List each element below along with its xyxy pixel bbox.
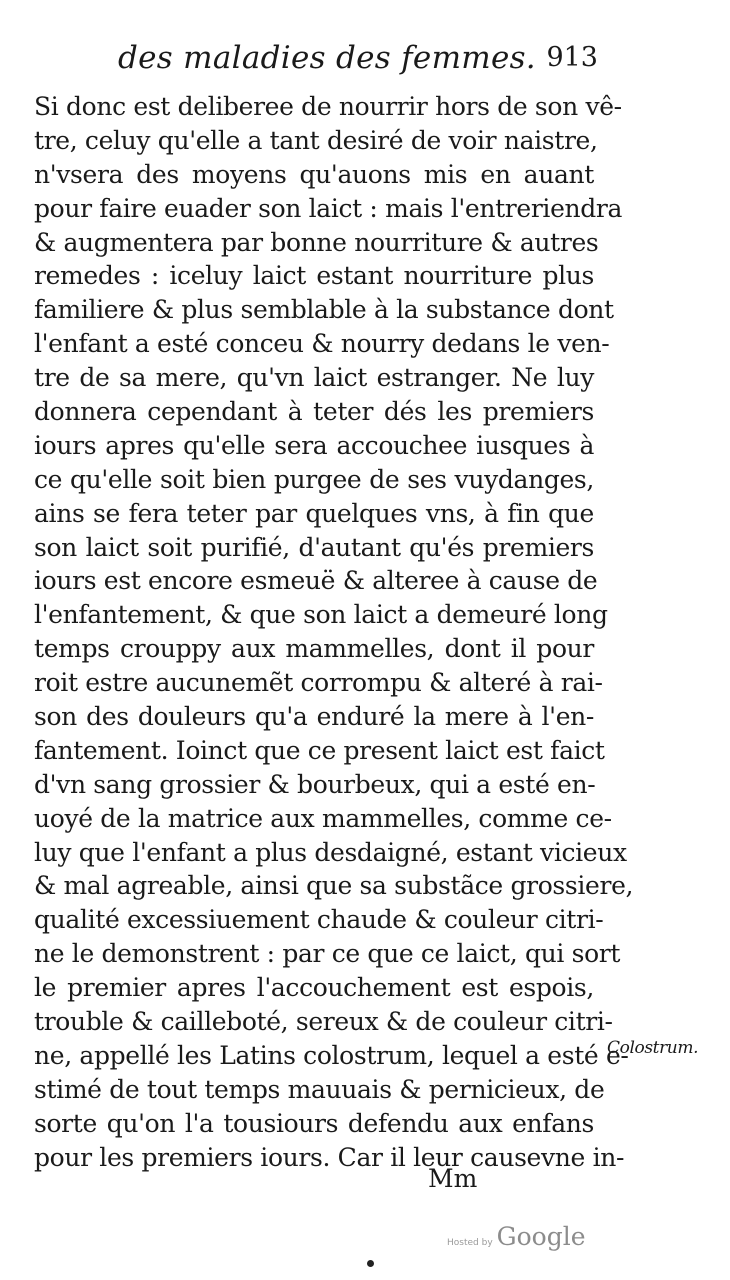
text-line: fantement. Ioinct que ce present laict est faict — [34, 735, 605, 765]
text-line: n'vsera des moyens qu'auons mis en auant — [34, 159, 594, 189]
text-line: tre de sa mere, qu'vn laict estranger. Ne luy — [34, 363, 594, 393]
ornament-dot — [367, 1260, 374, 1267]
text-line: Si donc est deliberee de nourrir hors de son vê- — [34, 92, 622, 121]
text-line: d'vn sang grossier & bourbeux, qui a esté en- — [34, 769, 596, 799]
text-line: qualité excessiuement chaude & couleur citri- — [34, 905, 604, 935]
signature-mark: Mm — [428, 1164, 478, 1193]
text-line: & mal agreable, ainsi que sa substãce grossiere, — [34, 871, 634, 901]
hosted-by-footer — [447, 1222, 586, 1251]
text-line: ne le demonstrent : par ce que ce laict, qui sort — [34, 939, 621, 969]
footer-prefix: Hosted by — [447, 1238, 493, 1248]
running-title: des maladies des femmes. — [118, 40, 536, 76]
text-line: l'enfant a esté conceu & nourry dedans le ven- — [34, 329, 610, 359]
text-line: le premier apres l'accouchement est espois, — [34, 973, 594, 1003]
margin-note: Colostrum. — [607, 1038, 699, 1058]
text-line: remedes : iceluy laict estant nourriture plus — [34, 261, 594, 291]
text-line: & augmentera par bonne nourriture & autres — [34, 227, 599, 257]
text-line: ains se fera teter par quelques vns, à fin que — [34, 498, 594, 528]
text-line: son laict soit purifié, d'autant qu'és premiers — [34, 532, 594, 562]
text-line: trouble & cailleboté, sereux & de couleur citri- — [34, 1007, 613, 1037]
text-line: roit estre aucunemẽt corrompu & alteré à rai- — [34, 668, 603, 698]
text-line: l'enfantement, & que son laict a demeuré long — [34, 600, 608, 630]
text-line: tre, celuy qu'elle a tant desiré de voir naistre, — [34, 125, 598, 155]
text-line: ce qu'elle soit bien purgee de ses vuydanges, — [34, 464, 594, 494]
text-line: luy que l'enfant a plus desdaigné, estant vicieux — [34, 837, 627, 867]
text-line: temps crouppy aux mammelles, dont il pour — [34, 634, 594, 664]
text-line: familiere & plus semblable à la substance dont — [34, 295, 614, 325]
text-line: iours apres qu'elle sera accouchee iusques à — [34, 430, 594, 460]
text-line: son des douleurs qu'a enduré la mere à l'en- — [34, 702, 594, 732]
page-number: 913 — [546, 42, 598, 73]
running-head — [118, 40, 598, 92]
text-line: pour les premiers iours. Car il leur causevne in- — [34, 1142, 625, 1172]
footer-brand-logo: Google — [496, 1222, 586, 1251]
text-line: stimé de tout temps mauuais & pernicieux, de — [34, 1074, 605, 1104]
text-line: iours est encore esmeuë & alteree à cause de — [34, 566, 598, 596]
text-line: ne, appellé les Latins colostrum, lequel a esté e- — [34, 1040, 629, 1070]
body-text — [34, 90, 634, 1175]
text-line: pour faire euader son laict : mais l'entreriendra — [34, 193, 623, 223]
text-line: sorte qu'on l'a tousiours defendu aux enfans — [34, 1108, 594, 1138]
text-line: donnera cependant à teter dés les premiers — [34, 397, 594, 427]
text-line: uoyé de la matrice aux mammelles, comme ce- — [34, 803, 612, 833]
